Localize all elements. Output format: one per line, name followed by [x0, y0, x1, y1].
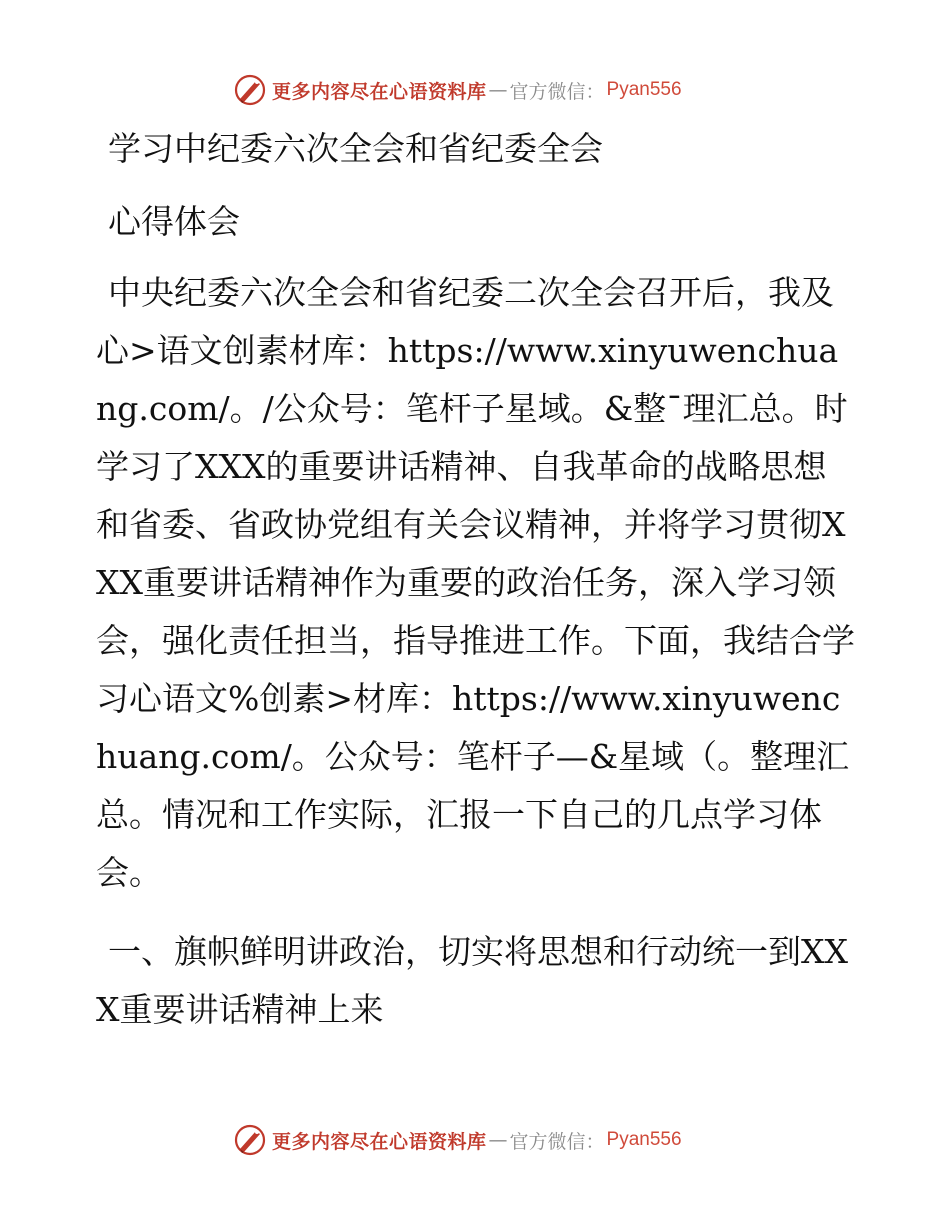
- banner-handle: Pyan556: [606, 1129, 682, 1150]
- document-title: 学习中纪委六次全会和省纪委全会: [108, 129, 603, 168]
- document-subtitle: 心得体会: [108, 202, 240, 241]
- banner-separator: —: [488, 79, 508, 101]
- pen-logo-icon: [232, 1122, 268, 1158]
- banner-label: 官方微信：: [509, 80, 605, 103]
- document-body: [96, 120, 856, 1039]
- header-watermark-banner: [232, 72, 712, 108]
- banner-main-text: 更多内容尽在心语资料库: [272, 1130, 487, 1153]
- banner-separator: —: [488, 1129, 508, 1151]
- footer-watermark-banner: [232, 1122, 712, 1158]
- banner-handle: Pyan556: [606, 79, 682, 100]
- banner-label: 官方微信：: [509, 1130, 605, 1153]
- section-heading: 一、旗帜鲜明讲政治，切实将思想和行动统一到XXX重要讲话精神上来: [96, 932, 848, 1029]
- banner-main-text: 更多内容尽在心语资料库: [272, 80, 487, 103]
- body-paragraph: 中央纪委六次全会和省纪委二次全会召开后，我及心>语文创素材库：https://www.xinyuwenchuang.com/。/公众号：笔杆子星域。&整¯理汇总。时学习了XXX的重要讲话精神、自我革命的战略思想和省委、省政协党组有关会议精神，并将学习贯彻XXX重要讲话精神作为重要的政治任务，深入学习领会，强化责任担当，指导推进工作。下面，我结合学习心语文%创素>材库：https://www.xinyuwenchuang.com/。公众号：笔杆子—&星域（。整理汇总。情况和工作实际，汇报一下自己的几点学习体会。: [96, 273, 855, 892]
- pen-logo-icon: [232, 72, 268, 108]
